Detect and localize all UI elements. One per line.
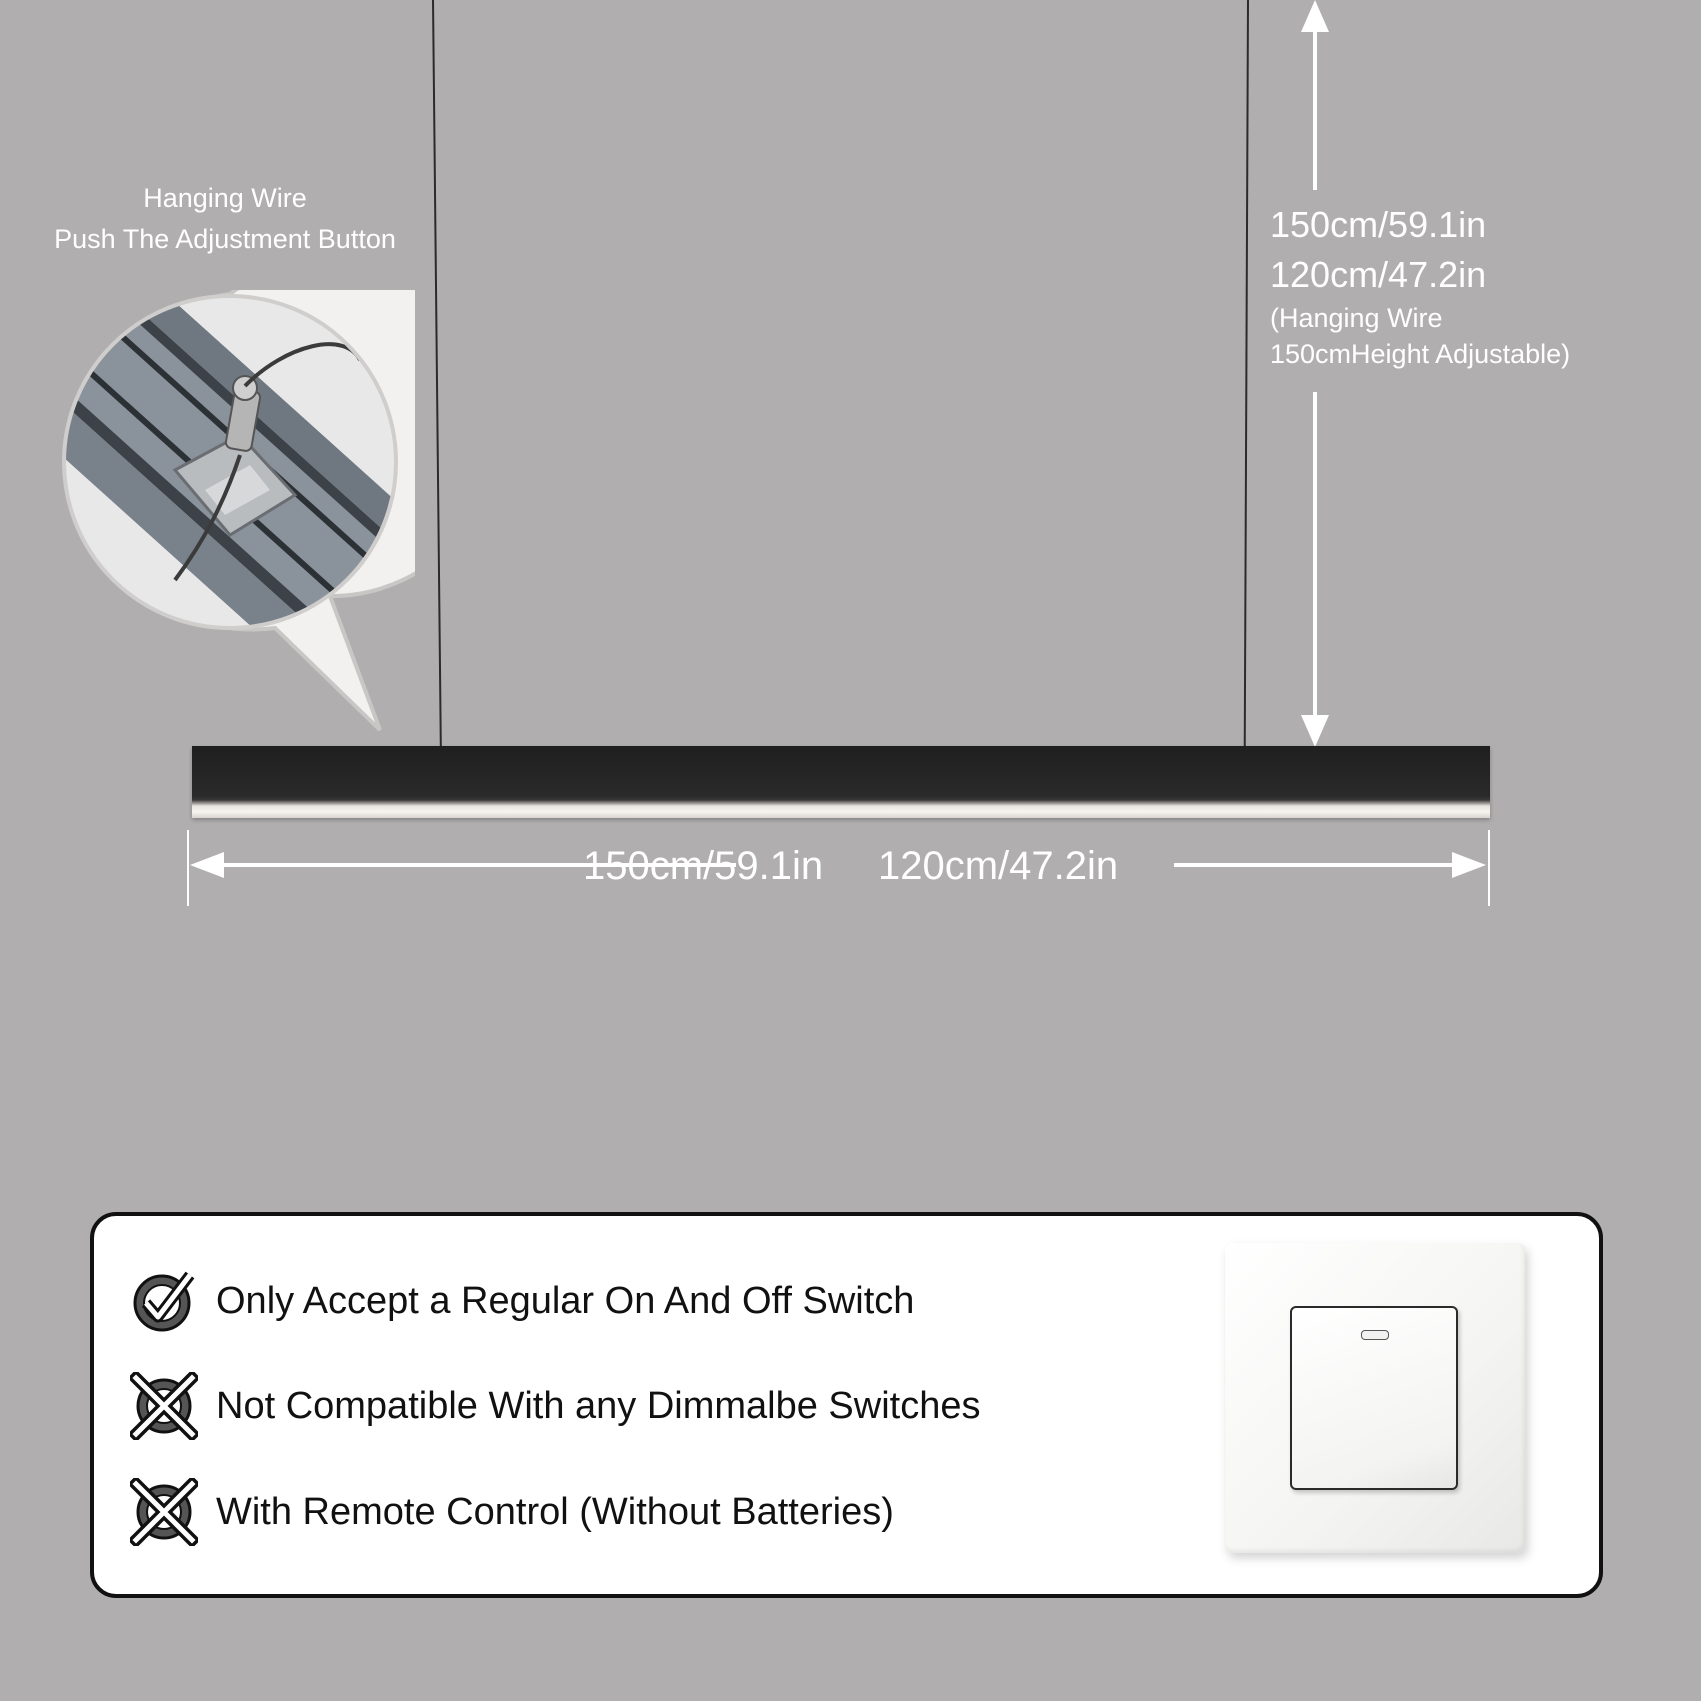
height-note-line-2: 150cmHeight Adjustable): [1270, 339, 1571, 369]
feature-item-dimmable-switch: [130, 1371, 981, 1441]
feature-item-regular-switch: [130, 1266, 914, 1336]
wall-light-switch: [1225, 1243, 1525, 1553]
height-short-label: 120cm/47.2in: [1270, 254, 1487, 295]
callout-text: [20, 178, 430, 260]
switch-rocker: [1290, 1306, 1458, 1490]
feature-item-remote-control: [130, 1477, 894, 1547]
hanging-wire-right: [1244, 0, 1249, 748]
wire-clamp-detail-bubble: [55, 290, 415, 740]
height-note-line-1: (Hanging Wire: [1270, 303, 1443, 333]
height-dimension-arrow: [1300, 0, 1330, 750]
switch-indicator-light: [1361, 1330, 1389, 1340]
callout-line-2: Push The Adjustment Button: [54, 224, 396, 254]
width-short-label: 120cm/47.2in: [878, 844, 1119, 888]
height-dimension-labels: [1270, 200, 1570, 372]
check-circle-icon: [130, 1267, 198, 1335]
x-circle-icon: [130, 1372, 198, 1440]
height-long-label: 150cm/59.1in: [1270, 204, 1487, 245]
feature-label: Not Compatible With any Dimmalbe Switches: [216, 1384, 981, 1427]
width-long-label: 150cm/59.1in: [583, 844, 824, 888]
x-circle-icon: [130, 1478, 198, 1546]
callout-line-1: Hanging Wire: [143, 183, 307, 213]
feature-label: Only Accept a Regular On And Off Switch: [216, 1279, 915, 1322]
linear-pendant-lamp: [192, 746, 1490, 818]
feature-label: With Remote Control (Without Batteries): [216, 1490, 894, 1533]
hanging-wire-left: [432, 0, 442, 748]
width-dimension-arrow: [186, 830, 1491, 906]
